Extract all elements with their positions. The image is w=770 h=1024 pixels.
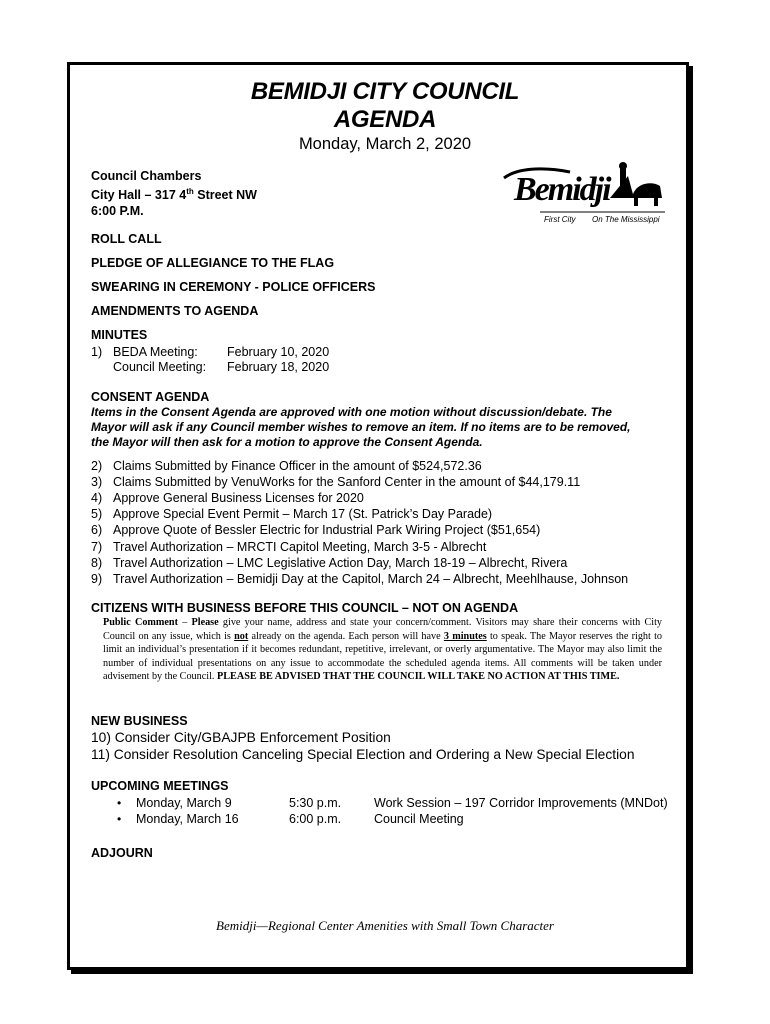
council-title: BEMIDJI CITY COUNCIL bbox=[250, 78, 520, 105]
consent-item-number: 8) bbox=[91, 556, 103, 570]
bullet-icon: • bbox=[117, 812, 122, 826]
bemidji-logo bbox=[500, 158, 666, 224]
consent-item: Claims Submitted by Finance Officer in the amount of $524,572.36 bbox=[113, 459, 482, 473]
consent-agenda-note: Items in the Consent Agenda are approved with one motion without discussion/debate. The Mayor will ask if any Council member wishes to remove an item. If no items are to be removed, the Mayor will then ask for a motion to approve the Consent Agenda. bbox=[91, 405, 631, 449]
meeting-event: Council Meeting bbox=[374, 812, 464, 826]
minutes-item-number: 1) bbox=[91, 345, 103, 359]
amendments-heading: AMENDMENTS TO AGENDA bbox=[91, 304, 259, 318]
logo-tagline-right: On The Mississippi bbox=[592, 215, 660, 224]
minutes-date: February 10, 2020 bbox=[227, 345, 330, 359]
statue-icon bbox=[610, 162, 662, 206]
meeting-event: Work Session – 197 Corridor Improvements (MNDot) bbox=[374, 796, 668, 810]
consent-item: Approve Quote of Bessler Electric for Industrial Park Wiring Project ($51,654) bbox=[113, 523, 541, 537]
location-room: Council Chambers bbox=[91, 169, 202, 183]
meeting-day: Monday, March 9 bbox=[136, 796, 232, 810]
consent-item-number: 3) bbox=[91, 475, 103, 489]
minutes-label: BEDA Meeting: bbox=[113, 345, 198, 359]
swearing-in-heading: SWEARING IN CEREMONY - POLICE OFFICERS bbox=[91, 280, 376, 294]
meeting-location bbox=[91, 168, 257, 219]
citizens-heading: CITIZENS WITH BUSINESS BEFORE THIS COUNCIL – NOT ON AGENDA bbox=[91, 601, 519, 615]
consent-item-number: 4) bbox=[91, 491, 103, 505]
consent-item: Approve General Business Licenses for 2020 bbox=[113, 491, 364, 505]
consent-item-number: 5) bbox=[91, 507, 103, 521]
agenda-title: AGENDA bbox=[333, 106, 437, 133]
logo-tagline-left: First City bbox=[544, 215, 576, 224]
meeting-date: Monday, March 2, 2020 bbox=[298, 135, 472, 153]
roll-call-heading: ROLL CALL bbox=[91, 232, 162, 246]
consent-item: Claims Submitted by VenuWorks for the Sanford Center in the amount of $44,179.11 bbox=[113, 475, 581, 489]
location-time: 6:00 P.M. bbox=[91, 204, 144, 219]
consent-item-number: 2) bbox=[91, 459, 103, 473]
new-business-heading: NEW BUSINESS bbox=[91, 714, 188, 728]
bullet-icon: • bbox=[117, 796, 122, 810]
consent-item: Travel Authorization – Bemidji Day at the Capitol, March 24 – Albrecht, Meehlhause, Johnson bbox=[113, 572, 629, 586]
consent-item: Travel Authorization – MRCTI Capitol Meeting, March 3-5 - Albrecht bbox=[113, 540, 487, 554]
consent-item: Travel Authorization – LMC Legislative Action Day, March 18-19 – Albrecht, Rivera bbox=[113, 556, 568, 570]
consent-item-number: 6) bbox=[91, 523, 103, 537]
consent-item: Approve Special Event Permit – March 17 (St. Patrick’s Day Parade) bbox=[113, 507, 493, 521]
public-comment-text: Public Comment – Please give your name, address and state your concern/comment. Visitors may share their concerns with City Council on any issue, which is not already on the agenda. Each person will have 3 minutes to speak. The Mayor reserves the right to limit an individual’s presentation if it becomes redundant, repetitive, irrelevant, or overly argumentative. The Mayor may also limit the number of individual presentations on any issue to accommodate the scheduled agenda items. All comments will be taken under advisement by the Council. PLEASE BE ADVISED THAT THE COUNCIL WILL TAKE NO ACTION AT THIS TIME. bbox=[103, 617, 663, 683]
consent-item-number: 7) bbox=[91, 540, 103, 554]
adjourn-heading: ADJOURN bbox=[91, 846, 153, 860]
new-business-item: 11) Consider Resolution Canceling Special Election and Ordering a New Special Election bbox=[91, 747, 635, 762]
meeting-day: Monday, March 16 bbox=[136, 812, 239, 826]
minutes-label: Council Meeting: bbox=[113, 360, 207, 374]
minutes-heading: MINUTES bbox=[91, 328, 148, 342]
minutes-date: February 18, 2020 bbox=[227, 360, 330, 374]
new-business-item: 10) Consider City/GBAJPB Enforcement Position bbox=[91, 730, 391, 745]
location-address: City Hall – 317 4th Street NW bbox=[91, 187, 257, 203]
consent-item-number: 9) bbox=[91, 572, 103, 586]
upcoming-meetings-heading: UPCOMING MEETINGS bbox=[91, 779, 229, 793]
pledge-heading: PLEDGE OF ALLEGIANCE TO THE FLAG bbox=[91, 256, 335, 270]
logo-wordmark: Bemidji bbox=[514, 171, 610, 208]
footer-slogan: Bemidji—Regional Center Amenities with Small Town Character bbox=[216, 918, 554, 933]
meeting-time: 5:30 p.m. bbox=[289, 796, 342, 810]
consent-agenda-heading: CONSENT AGENDA bbox=[91, 390, 210, 404]
meeting-time: 6:00 p.m. bbox=[289, 812, 342, 826]
